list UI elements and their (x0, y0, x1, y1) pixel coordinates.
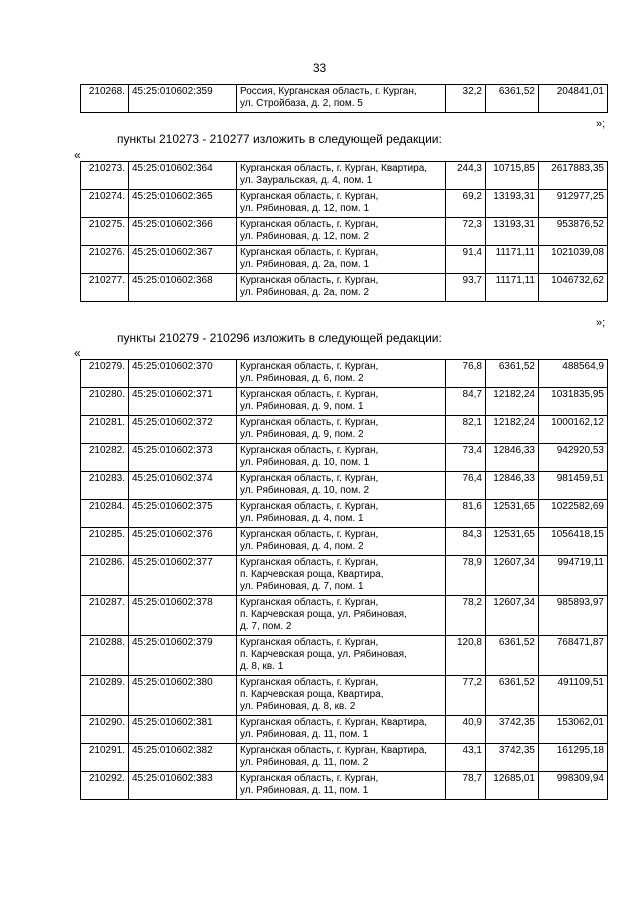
address-cell (237, 596, 446, 636)
row-number-cell: 210292. (81, 772, 129, 800)
unit-price-cell: 3742,35 (486, 716, 539, 744)
row-number-cell: 210281. (81, 416, 129, 444)
unit-price-cell: 12685,01 (486, 772, 539, 800)
address-cell (237, 676, 446, 716)
cadastral-number-cell: 45:25:010602:378 (129, 596, 237, 636)
area-cell: 72,3 (446, 218, 486, 246)
area-cell: 32,2 (446, 85, 486, 113)
row-number-cell: 210276. (81, 246, 129, 274)
address-cell (237, 274, 446, 302)
table-row (81, 528, 608, 556)
opening-quote: « (74, 148, 81, 162)
unit-price-cell: 11171,11 (486, 274, 539, 302)
area-cell: 78,7 (446, 772, 486, 800)
address-line: Курганская область, г. Курган, (240, 445, 379, 456)
address-line: ул. Стройбаза, д. 2, пом. 5 (240, 98, 363, 109)
table-row (81, 85, 608, 113)
address-cell (237, 472, 446, 500)
address-line: Курганская область, г. Курган, (240, 361, 379, 372)
table-row (81, 444, 608, 472)
cadastral-value-cell: 1046732,62 (539, 274, 608, 302)
table-row (81, 556, 608, 596)
address-cell (237, 360, 446, 388)
address-line: Курганская область, г. Курган, (240, 773, 379, 784)
address-cell (237, 444, 446, 472)
area-cell: 244,3 (446, 162, 486, 190)
opening-quote: « (74, 346, 81, 360)
cadastral-value-cell: 953876,52 (539, 218, 608, 246)
address-line: ул. Рябиновая, д. 10, пом. 2 (240, 485, 370, 496)
cadastral-value-cell: 1000162,12 (539, 416, 608, 444)
address-cell (237, 162, 446, 190)
row-number-cell: 210290. (81, 716, 129, 744)
address-line: Курганская область, г. Курган, (240, 557, 379, 568)
area-cell: 76,8 (446, 360, 486, 388)
address-line: ул. Рябиновая, д. 4, пом. 1 (240, 513, 364, 524)
address-line: п. Карчевская роща, Квартира, (240, 689, 384, 700)
area-cell: 77,2 (446, 676, 486, 716)
address-line: д. 7, пом. 2 (240, 621, 292, 632)
address-line: ул. Рябиновая, д. 12, пом. 1 (240, 203, 370, 214)
address-line: Курганская область, г. Курган, (240, 219, 379, 230)
address-line: Курганская область, г. Курган, (240, 529, 379, 540)
table-row (81, 388, 608, 416)
cadastral-value-cell: 912977,25 (539, 190, 608, 218)
property-table-1 (80, 84, 608, 113)
cadastral-value-cell: 1022582,69 (539, 500, 608, 528)
table-row (81, 218, 608, 246)
area-cell: 84,3 (446, 528, 486, 556)
address-line: ул. Рябиновая, д. 10, пом. 1 (240, 457, 370, 468)
cadastral-value-cell: 1056418,15 (539, 528, 608, 556)
table-row (81, 500, 608, 528)
cadastral-value-cell: 204841,01 (539, 85, 608, 113)
cadastral-number-cell: 45:25:010602:383 (129, 772, 237, 800)
address-cell (237, 388, 446, 416)
closing-quote: »; (596, 118, 606, 130)
cadastral-number-cell: 45:25:010602:377 (129, 556, 237, 596)
cadastral-number-cell: 45:25:010602:370 (129, 360, 237, 388)
table-row (81, 772, 608, 800)
table-row (81, 716, 608, 744)
table-row (81, 636, 608, 676)
cadastral-number-cell: 45:25:010602:373 (129, 444, 237, 472)
area-cell: 43,1 (446, 744, 486, 772)
closing-quote: »; (596, 317, 606, 329)
cadastral-value-cell: 942920,53 (539, 444, 608, 472)
row-number-cell: 210283. (81, 472, 129, 500)
address-line: Курганская область, г. Курган, (240, 677, 379, 688)
row-number-cell: 210273. (81, 162, 129, 190)
cadastral-number-cell: 45:25:010602:365 (129, 190, 237, 218)
table-row (81, 472, 608, 500)
address-line: Курганская область, г. Курган, (240, 275, 379, 286)
row-number-cell: 210287. (81, 596, 129, 636)
unit-price-cell: 11171,11 (486, 246, 539, 274)
cadastral-number-cell: 45:25:010602:364 (129, 162, 237, 190)
address-line: ул. Рябиновая, д. 11, пом. 1 (240, 785, 369, 796)
address-line: д. 8, кв. 1 (240, 661, 284, 672)
row-number-cell: 210275. (81, 218, 129, 246)
cadastral-value-cell: 1021039,08 (539, 246, 608, 274)
cadastral-number-cell: 45:25:010602:367 (129, 246, 237, 274)
cadastral-value-cell: 2617883,35 (539, 162, 608, 190)
unit-price-cell: 6361,52 (486, 85, 539, 113)
unit-price-cell: 12531,65 (486, 528, 539, 556)
address-cell (237, 772, 446, 800)
table-row (81, 744, 608, 772)
amendment-instruction: пункты 210273 - 210277 изложить в следующей редакции: (117, 132, 442, 146)
address-line: ул. Рябиновая, д. 2а, пом. 2 (240, 287, 370, 298)
amendment-instruction: пункты 210279 - 210296 изложить в следующей редакции: (117, 331, 442, 345)
table-row (81, 676, 608, 716)
unit-price-cell: 3742,35 (486, 744, 539, 772)
address-cell (237, 85, 446, 113)
address-line: Курганская область, г. Курган, (240, 417, 379, 428)
cadastral-number-cell: 45:25:010602:381 (129, 716, 237, 744)
property-table-2 (80, 161, 608, 302)
address-line: ул. Рябиновая, д. 9, пом. 1 (240, 401, 364, 412)
address-line: Курганская область, г. Курган, Квартира, (240, 717, 428, 728)
area-cell: 82,1 (446, 416, 486, 444)
area-cell: 40,9 (446, 716, 486, 744)
row-number-cell: 210282. (81, 444, 129, 472)
table-row (81, 190, 608, 218)
area-cell: 73,4 (446, 444, 486, 472)
area-cell: 78,9 (446, 556, 486, 596)
address-line: п. Карчевская роща, ул. Рябиновая, (240, 609, 407, 620)
address-cell (237, 190, 446, 218)
table-row (81, 274, 608, 302)
cadastral-number-cell: 45:25:010602:379 (129, 636, 237, 676)
address-line: ул. Рябиновая, д. 2а, пом. 1 (240, 259, 370, 270)
address-line: ул. Рябиновая, д. 9, пом. 2 (240, 429, 364, 440)
address-line: Курганская область, г. Курган, (240, 501, 379, 512)
unit-price-cell: 6361,52 (486, 676, 539, 716)
unit-price-cell: 12607,34 (486, 556, 539, 596)
cadastral-number-cell: 45:25:010602:375 (129, 500, 237, 528)
table-row (81, 246, 608, 274)
table-row (81, 360, 608, 388)
cadastral-value-cell: 153062,01 (539, 716, 608, 744)
cadastral-value-cell: 161295,18 (539, 744, 608, 772)
cadastral-value-cell: 768471,87 (539, 636, 608, 676)
unit-price-cell: 12607,34 (486, 596, 539, 636)
address-cell (237, 218, 446, 246)
address-line: п. Карчевская роща, Квартира, (240, 569, 384, 580)
unit-price-cell: 12182,24 (486, 388, 539, 416)
cadastral-number-cell: 45:25:010602:366 (129, 218, 237, 246)
cadastral-value-cell: 981459,51 (539, 472, 608, 500)
unit-price-cell: 12846,33 (486, 444, 539, 472)
address-line: ул. Рябиновая, д. 7, пом. 1 (240, 581, 364, 592)
row-number-cell: 210280. (81, 388, 129, 416)
cadastral-number-cell: 45:25:010602:372 (129, 416, 237, 444)
row-number-cell: 210284. (81, 500, 129, 528)
area-cell: 76,4 (446, 472, 486, 500)
cadastral-number-cell: 45:25:010602:359 (129, 85, 237, 113)
unit-price-cell: 12846,33 (486, 472, 539, 500)
unit-price-cell: 6361,52 (486, 636, 539, 676)
table-row (81, 596, 608, 636)
address-line: Курганская область, г. Курган, (240, 637, 379, 648)
cadastral-number-cell: 45:25:010602:376 (129, 528, 237, 556)
address-line: Курганская область, г. Курган, (240, 247, 379, 258)
address-line: ул. Рябиновая, д. 8, кв. 2 (240, 701, 356, 712)
cadastral-value-cell: 488564,9 (539, 360, 608, 388)
cadastral-value-cell: 1031835,95 (539, 388, 608, 416)
address-line: ул. Рябиновая, д. 6, пом. 2 (240, 373, 364, 384)
unit-price-cell: 13193,31 (486, 218, 539, 246)
address-line: Россия, Курганская область, г. Курган, (240, 86, 417, 97)
row-number-cell: 210268. (81, 85, 129, 113)
address-cell (237, 528, 446, 556)
table-row (81, 162, 608, 190)
address-line: Курганская область, г. Курган, (240, 597, 379, 608)
address-line: п. Карчевская роща, ул. Рябиновая, (240, 649, 407, 660)
cadastral-value-cell: 985893,97 (539, 596, 608, 636)
unit-price-cell: 13193,31 (486, 190, 539, 218)
cadastral-value-cell: 994719,11 (539, 556, 608, 596)
unit-price-cell: 12182,24 (486, 416, 539, 444)
address-cell (237, 556, 446, 596)
row-number-cell: 210286. (81, 556, 129, 596)
table-row (81, 416, 608, 444)
cadastral-number-cell: 45:25:010602:382 (129, 744, 237, 772)
address-line: ул. Зауральская, д. 4, пом. 1 (240, 175, 373, 186)
address-line: Курганская область, г. Курган, (240, 473, 379, 484)
address-cell (237, 744, 446, 772)
address-cell (237, 500, 446, 528)
area-cell: 84,7 (446, 388, 486, 416)
cadastral-number-cell: 45:25:010602:368 (129, 274, 237, 302)
row-number-cell: 210285. (81, 528, 129, 556)
address-cell (237, 416, 446, 444)
cadastral-number-cell: 45:25:010602:371 (129, 388, 237, 416)
address-line: ул. Рябиновая, д. 11, пом. 1 (240, 729, 369, 740)
row-number-cell: 210291. (81, 744, 129, 772)
area-cell: 93,7 (446, 274, 486, 302)
property-table-3 (80, 359, 608, 800)
row-number-cell: 210289. (81, 676, 129, 716)
address-cell (237, 716, 446, 744)
area-cell: 91,4 (446, 246, 486, 274)
cadastral-number-cell: 45:25:010602:374 (129, 472, 237, 500)
area-cell: 120,8 (446, 636, 486, 676)
cadastral-value-cell: 491109,51 (539, 676, 608, 716)
unit-price-cell: 12531,65 (486, 500, 539, 528)
area-cell: 81,6 (446, 500, 486, 528)
address-line: ул. Рябиновая, д. 11, пом. 2 (240, 757, 369, 768)
area-cell: 69,2 (446, 190, 486, 218)
row-number-cell: 210279. (81, 360, 129, 388)
row-number-cell: 210277. (81, 274, 129, 302)
address-line: Курганская область, г. Курган, (240, 191, 379, 202)
cadastral-value-cell: 998309,94 (539, 772, 608, 800)
address-line: Курганская область, г. Курган, Квартира, (240, 745, 428, 756)
address-line: Курганская область, г. Курган, (240, 389, 379, 400)
cadastral-number-cell: 45:25:010602:380 (129, 676, 237, 716)
unit-price-cell: 10715,85 (486, 162, 539, 190)
address-line: ул. Рябиновая, д. 12, пом. 2 (240, 231, 370, 242)
row-number-cell: 210274. (81, 190, 129, 218)
address-cell (237, 636, 446, 676)
row-number-cell: 210288. (81, 636, 129, 676)
page-number: 33 (312, 61, 327, 75)
area-cell: 78,2 (446, 596, 486, 636)
address-cell (237, 246, 446, 274)
address-line: ул. Рябиновая, д. 4, пом. 2 (240, 541, 364, 552)
address-line: Курганская область, г. Курган, Квартира, (240, 163, 428, 174)
unit-price-cell: 6361,52 (486, 360, 539, 388)
